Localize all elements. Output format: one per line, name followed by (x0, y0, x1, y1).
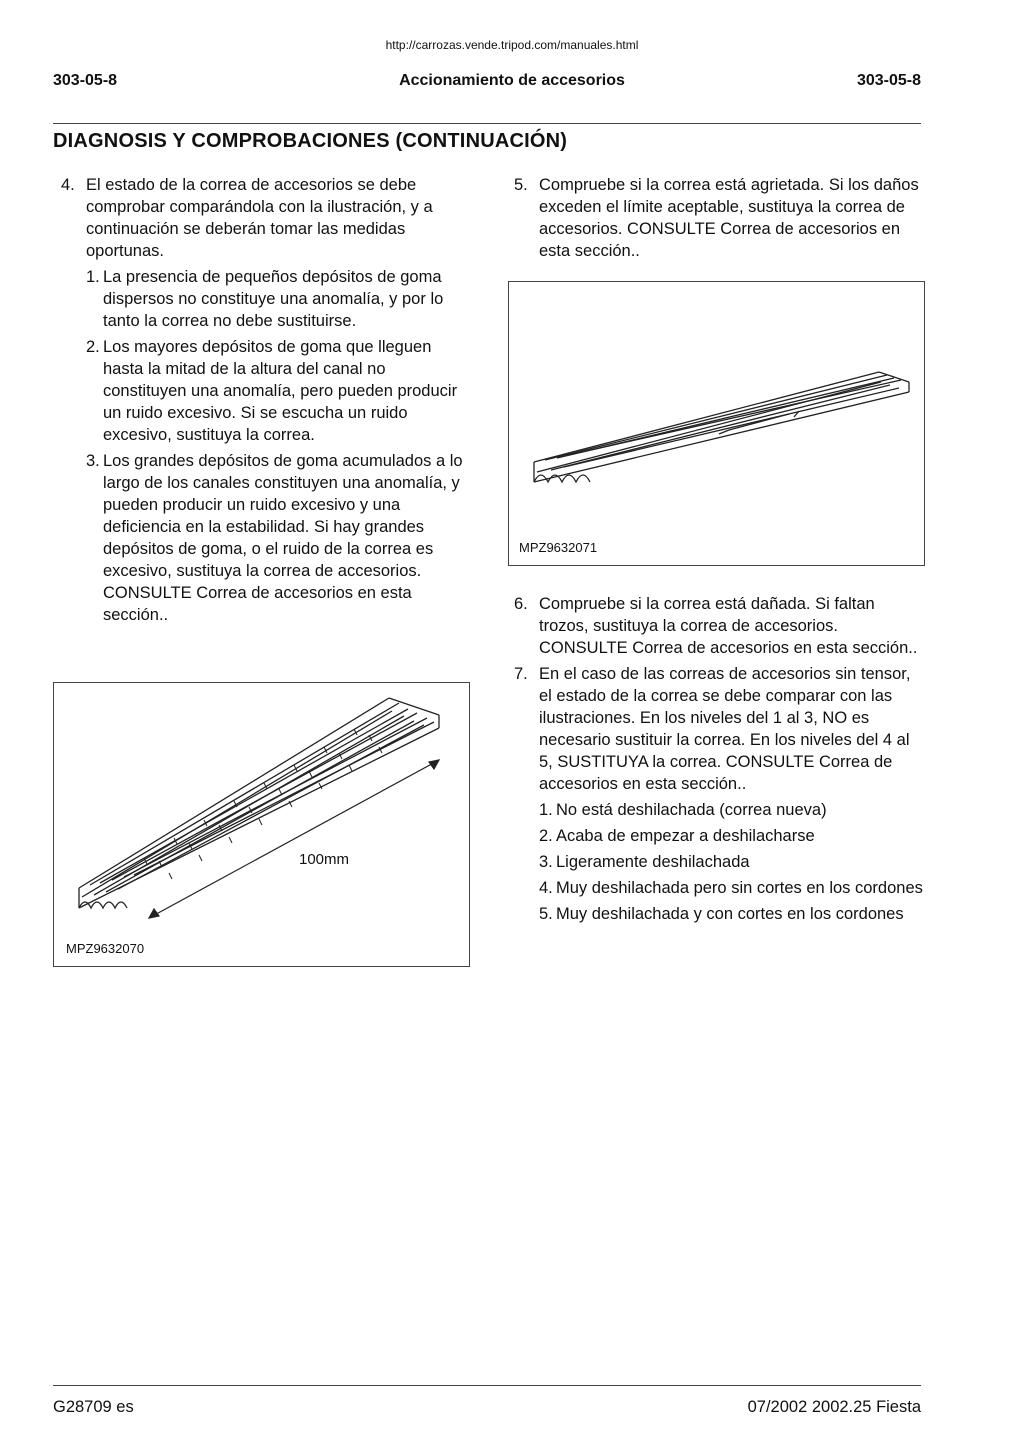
sub-step-1 (539, 799, 926, 821)
sub-step-text: Ligeramente deshilachada (556, 853, 750, 871)
left-column (53, 174, 473, 626)
page-number-right: 303-05-8 (856, 72, 921, 89)
step-text: Compruebe si la correa está agrietada. Si los daños exceden el límite aceptable, sustituya la correa de accesorios. CONSULTE Correa de accesorios en esta sección.. (539, 176, 919, 260)
step-7 (506, 663, 926, 925)
footer-rule (53, 1385, 921, 1386)
belt-cracks-illustration (509, 282, 924, 565)
sub-step-4 (539, 877, 926, 899)
step-text: El estado de la correa de accesorios se debe comprobar comparándola con la ilustración, y a continuación se deberán tomar las medidas oportunas. (86, 176, 433, 260)
sub-step-number: 3. (86, 452, 100, 470)
sub-step-2 (539, 825, 926, 847)
step-5 (506, 174, 926, 262)
sub-step-number: 1. (86, 268, 100, 286)
page-number-left: 303-05-8 (53, 72, 118, 89)
document-id: G28709 es (53, 1398, 134, 1416)
chapter-title: Accionamiento de accesorios (399, 72, 625, 89)
sub-step-5 (539, 903, 926, 925)
step-number: 6. (514, 595, 528, 613)
step-4 (53, 174, 473, 626)
source-url[interactable]: http://carrozas.vende.tripod.com/manuales.html (385, 38, 639, 52)
step-text: En el caso de las correas de accesorios sin tensor, el estado de la correa se debe comparar con las ilustraciones. En los niveles del 1 al 3, NO es necesario sustituir la correa. En los niveles del 4 al 5, SUSTITUYA la correa. CONSULTE Correa de accesorios en esta sección.. (539, 665, 911, 793)
header-rule (53, 123, 921, 124)
sub-step-number: 3. (539, 853, 553, 871)
sub-step-number: 4. (539, 879, 553, 897)
step-number: 7. (514, 665, 528, 683)
figure-caption: MPZ9632070 (66, 941, 145, 956)
sub-step-text: Muy deshilachada pero sin cortes en los cordones (556, 879, 923, 897)
sub-step-text: Muy deshilachada y con cortes en los cordones (556, 905, 904, 923)
figure-caption: MPZ9632071 (519, 540, 598, 555)
sub-step-text: La presencia de pequeños depósitos de goma dispersos no constituye una anomalía, y por lo tanto la correa no debe sustituirse. (103, 268, 444, 330)
sub-step-3 (86, 450, 473, 626)
sub-step-text: Los mayores depósitos de goma que lleguen hasta la mitad de la altura del canal no constituyen una anomalía, pero pueden producir un ruido excesivo. Si se escucha un ruido excesivo, sustituya la correa. (103, 338, 458, 444)
dimension-label: 100mm (299, 851, 350, 868)
belt-deposits-illustration (54, 683, 469, 966)
sub-step-number: 2. (539, 827, 553, 845)
document-date: 07/2002 2002.25 Fiesta (747, 1398, 921, 1416)
section-title: DIAGNOSIS Y COMPROBACIONES (CONTINUACIÓN) (53, 130, 568, 152)
sub-step-number: 2. (86, 338, 100, 356)
sub-step-number: 1. (539, 801, 553, 819)
step-6 (506, 593, 926, 659)
step-text: Compruebe si la correa está dañada. Si faltan trozos, sustituya la correa de accesorios. CONSULTE Correa de accesorios en esta sección.. (539, 595, 918, 657)
sub-step-2 (86, 336, 473, 446)
belt-deposits-figure (53, 682, 470, 967)
right-column-top (506, 174, 926, 262)
sub-step-text: Acaba de empezar a deshilacharse (556, 827, 815, 845)
step-number: 5. (514, 176, 528, 194)
sub-step-3 (539, 851, 926, 873)
sub-step-text: No está deshilachada (correa nueva) (556, 801, 827, 819)
step-number: 4. (61, 176, 75, 194)
sub-step-number: 5. (539, 905, 553, 923)
sub-step-1 (86, 266, 473, 332)
sub-step-text: Los grandes depósitos de goma acumulados a lo largo de los canales constituyen una anomalía, y pueden producir un ruido excesivo y una deficiencia en la estabilidad. Si hay grandes depósitos de goma, o el ruido de la correa es excesivo, sustituya la correa de accesorios. CONSULTE Correa de accesorios en esta sección.. (103, 452, 463, 624)
belt-cracks-figure (508, 281, 925, 566)
right-column-bottom (506, 593, 926, 925)
